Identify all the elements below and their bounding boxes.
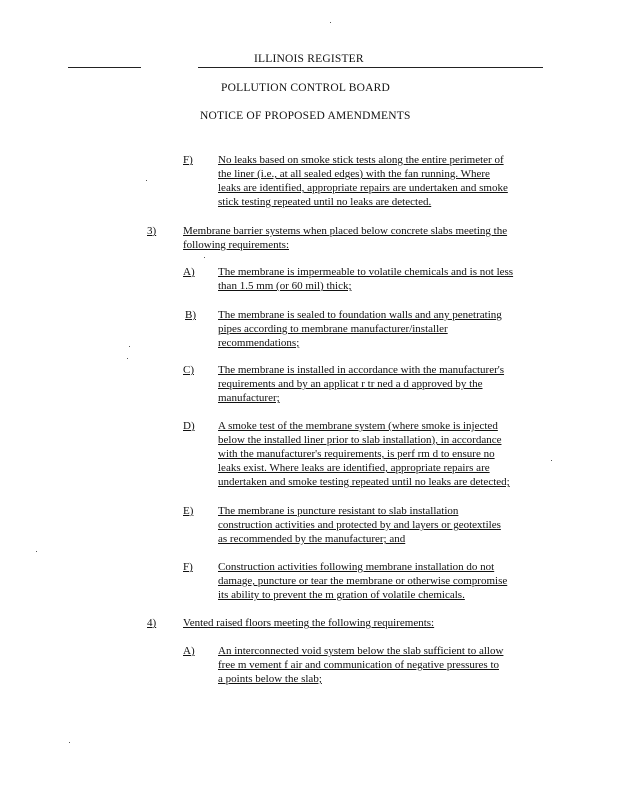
item-4a-text [218, 644, 548, 686]
scan-speck [69, 742, 70, 743]
register-title: ILLINOIS REGISTER [254, 53, 364, 65]
item-3b-line: pipes according to membrane manufacturer/installer [218, 323, 448, 335]
item-3d-line: undertaken and smoke testing repeated until no leaks are detected; [218, 476, 510, 488]
header-right-rule [198, 67, 543, 68]
scan-speck [551, 460, 552, 461]
item-f-line: No leaks based on smoke stick tests along the entire perimeter of [218, 154, 504, 166]
scan-speck [127, 358, 128, 359]
item-3d-line: leaks exist. Where leaks are identified, appropriate repairs are [218, 462, 490, 474]
item-3e-marker: E) [183, 505, 194, 517]
item-f-marker: F) [183, 154, 193, 166]
scan-speck [146, 180, 147, 181]
item-4a-marker: A) [183, 645, 195, 657]
item-3b-text [218, 308, 548, 350]
item-3e-line: The membrane is puncture resistant to slab installation [218, 505, 459, 517]
item-3a-marker: A) [183, 266, 195, 278]
item-3d-line: with the manufacturer's requirements, is perf rm d to ensure no [218, 448, 495, 460]
item-3b-line: recommendations; [218, 337, 300, 349]
scan-speck [129, 346, 130, 347]
item-4-marker: 4) [147, 617, 157, 629]
item-3f-marker: F) [183, 561, 193, 573]
scan-speck [36, 551, 37, 552]
item-3b-marker: B) [185, 309, 196, 321]
item-3a-line: than 1.5 mm (or 60 mil) thick; [218, 280, 352, 292]
item-3c-text [218, 363, 548, 405]
item-3e-line: construction activities and protected by and layers or geotextiles [218, 519, 501, 531]
item-3c-line: The membrane is installed in accordance with the manufacturer's [218, 364, 505, 376]
item-3f-line: its ability to prevent the m gration of volatile chemicals. [218, 589, 465, 601]
item-4a-line: free m vement f air and communication of negative pressures to [218, 659, 500, 671]
item-3e-line: as recommended by the manufacturer; and [218, 533, 406, 545]
item-4-text [183, 616, 543, 630]
item-3f-line: Construction activities following membrane installation do not [218, 561, 495, 573]
item-f-line: the liner (i.e., at all sealed edges) with the fan running. Where [218, 168, 490, 180]
item-f-text [218, 153, 548, 209]
item-3-text [183, 224, 543, 252]
notice-title: NOTICE OF PROPOSED AMENDMENTS [200, 110, 411, 122]
item-3-marker: 3) [147, 225, 157, 237]
scan-speck [330, 22, 331, 23]
item-3d-marker: D) [183, 420, 195, 432]
item-3a-line: The membrane is impermeable to volatile chemicals and is not less [218, 266, 514, 278]
item-4a-line: An interconnected void system below the slab sufficient to allow [218, 645, 504, 657]
item-3f-text [218, 560, 548, 602]
item-3-line: following requirements: [183, 239, 290, 251]
scan-speck [204, 257, 205, 258]
item-3c-marker: C) [183, 364, 194, 376]
item-3f-line: damage, puncture or tear the membrane or otherwise compromise [218, 575, 508, 587]
item-3c-line: manufacturer; [218, 392, 280, 404]
item-4-line: Vented raised floors meeting the following requirements: [183, 617, 435, 629]
item-3e-text [218, 504, 548, 546]
item-3d-line: A smoke test of the membrane system (where smoke is injected [218, 420, 498, 432]
header-left-rule [68, 67, 141, 68]
item-4a-line: a points below the slab; [218, 673, 322, 685]
item-3c-line: requirements and by an applicat r tr ned a d approved by the [218, 378, 483, 390]
item-f-line: leaks are identified, appropriate repairs are undertaken and smoke [218, 182, 508, 194]
item-3-line: Membrane barrier systems when placed below concrete slabs meeting the [183, 225, 508, 237]
item-3d-line: below the installed liner prior to slab installation), in accordance [218, 434, 502, 446]
item-f-line: stick testing repeated until no leaks are detected. [218, 196, 432, 208]
item-3d-text [218, 419, 548, 489]
item-3a-text [218, 265, 548, 293]
board-title: POLLUTION CONTROL BOARD [221, 82, 391, 94]
item-3b-line: The membrane is sealed to foundation walls and any penetrating [218, 309, 502, 321]
